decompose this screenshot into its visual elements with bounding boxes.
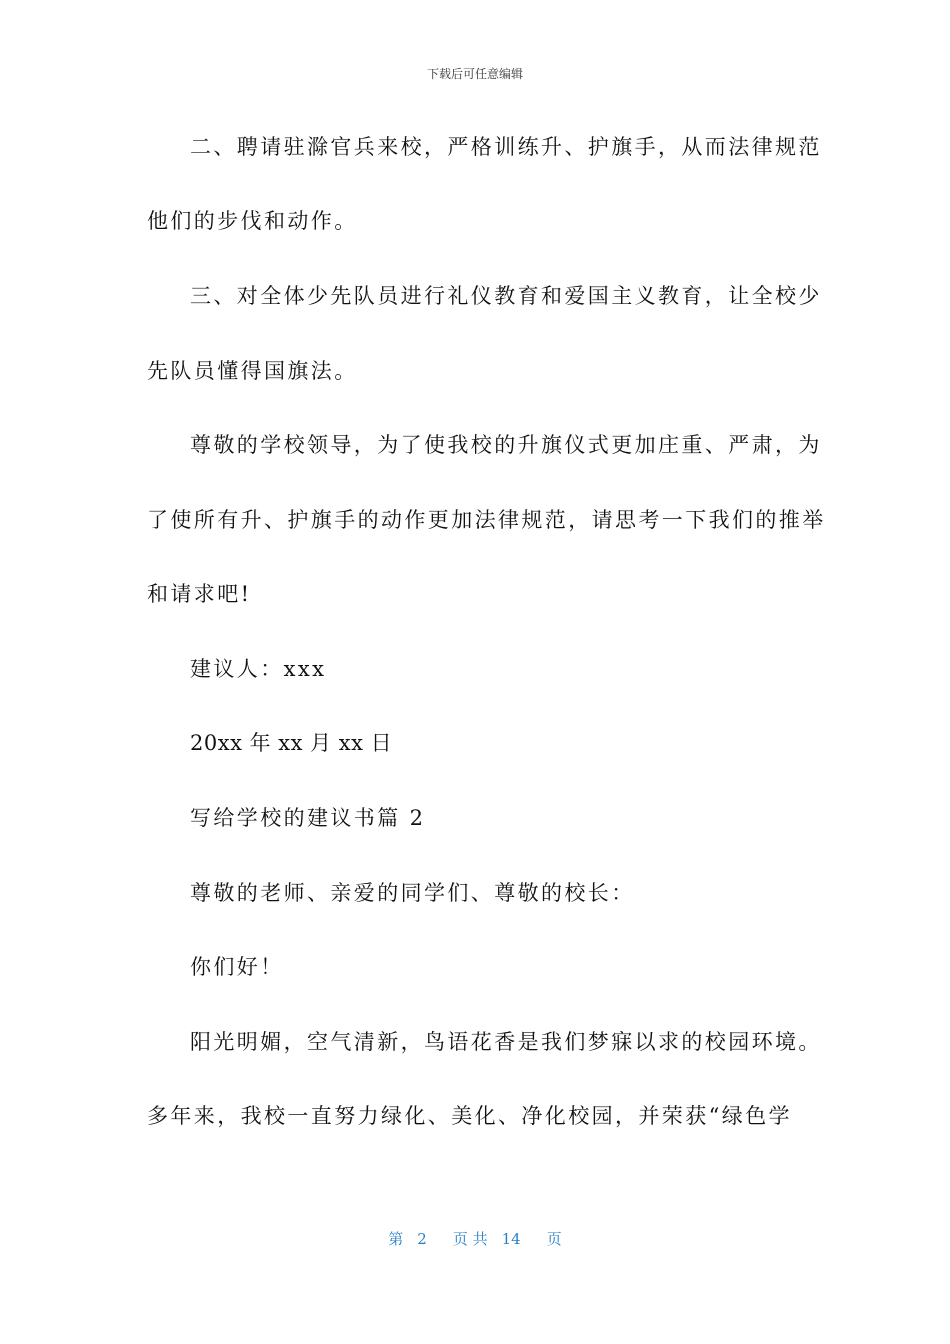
- footer-middle: 页 共: [452, 1230, 488, 1248]
- section-title: 写给学校的建议书篇 2: [190, 806, 426, 830]
- proposer-line: 建议人：xxx: [190, 657, 327, 681]
- greeting-line: 你们好！: [190, 955, 284, 979]
- footer-suffix: 页: [546, 1230, 562, 1248]
- footer-total-pages: 14: [501, 1230, 521, 1248]
- footer-page-number: 2: [417, 1230, 427, 1248]
- page-footer: [0, 1229, 950, 1249]
- paragraph-line: 他们的步伐和动作。: [147, 209, 358, 233]
- paragraph-line: 和请求吧!: [147, 582, 252, 606]
- page-header: 下载后可任意编辑: [426, 67, 523, 81]
- salutation-line: 尊敬的老师、亲爱的同学们、尊敬的校长：: [190, 881, 635, 905]
- paragraph-line: 三、对全体少先队员进行礼仪教育和爱国主义教育，让全校少: [190, 284, 822, 308]
- paragraph-line: 阳光明媚，空气清新，鸟语花香是我们梦寐以求的校园环境。: [190, 1030, 822, 1054]
- paragraph-line: 了使所有升、护旗手的动作更加法律规范，请思考一下我们的推举: [147, 508, 826, 532]
- paragraph-line: 先队员懂得国旗法。: [147, 359, 358, 383]
- footer-prefix: 第: [388, 1230, 404, 1248]
- paragraph-line: 二、聘请驻滁官兵来校，严格训练升、护旗手，从而法律规范: [190, 135, 822, 159]
- date-line: 20xx 年 xx 月 xx 日: [190, 731, 393, 755]
- paragraph-line: 多年来，我校一直努力绿化、美化、净化校园，并荣获“绿色学: [147, 1104, 792, 1128]
- paragraph-line: 尊敬的学校领导，为了使我校的升旗仪式更加庄重、严肃，为: [190, 433, 822, 457]
